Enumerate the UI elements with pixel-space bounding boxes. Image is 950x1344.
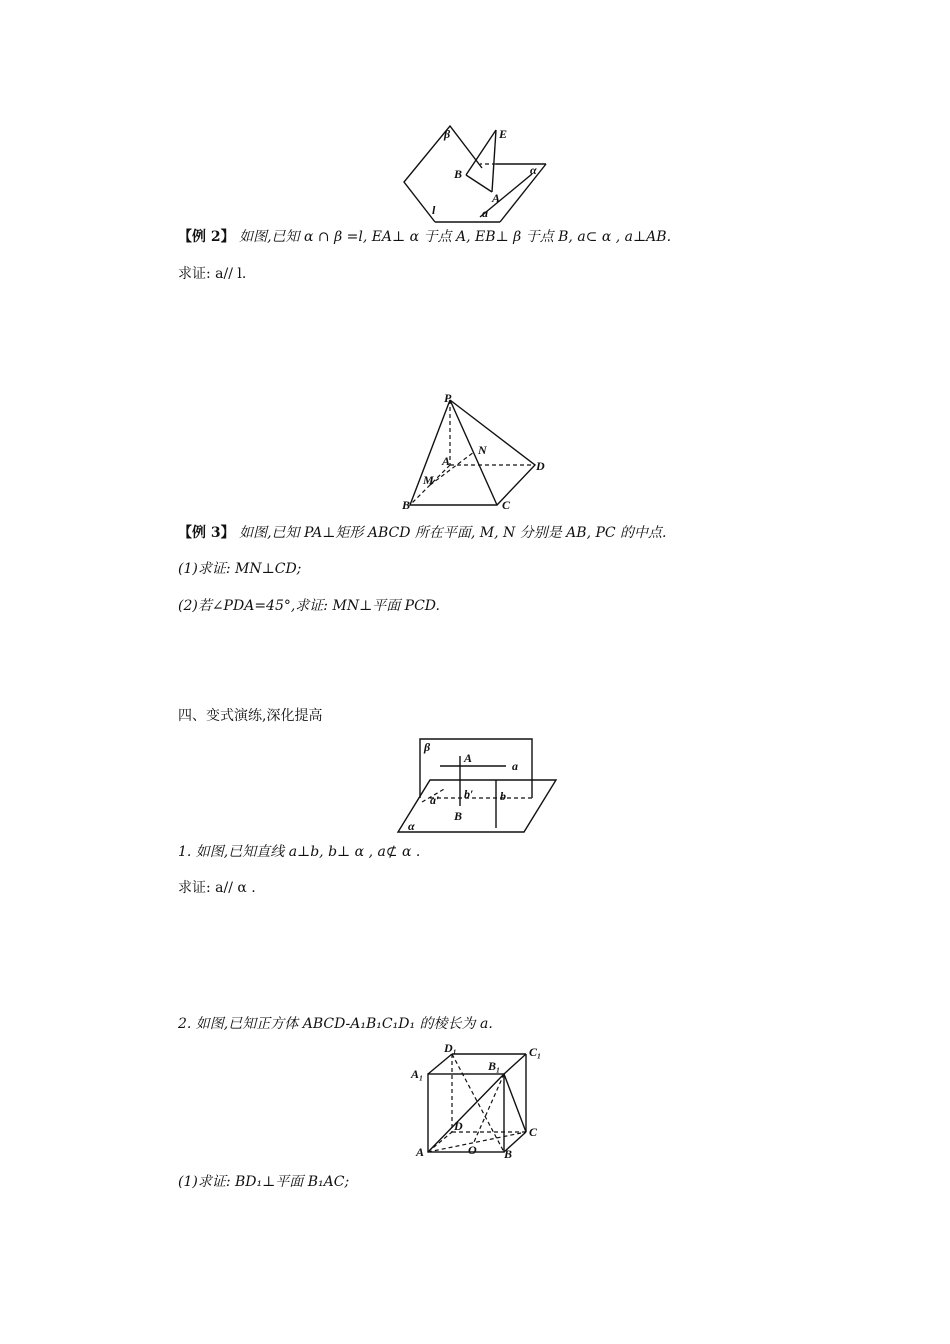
label-A: A <box>442 454 451 468</box>
label-alpha: α <box>408 819 415 833</box>
example2-statement: 【例 2】 如图,已知 α ∩ β =l, EA⊥ α 于点 A, EB⊥ β 于点 B, a⊂ α , a⊥AB. <box>178 229 672 245</box>
label-A1: A₁ <box>411 1067 424 1081</box>
label-B1: B₁ <box>488 1059 501 1073</box>
label-N: N <box>478 443 487 457</box>
exercise2-part1: (1)求证: BD₁⊥平面 B₁AC; <box>178 1174 350 1190</box>
label-a: a <box>512 759 518 773</box>
example2-prove: 求证: a// l. <box>178 266 247 282</box>
label-l: l <box>432 203 436 217</box>
label-B: B <box>454 167 463 181</box>
label-a-prime: a′ <box>430 793 440 807</box>
figure-cube <box>408 1041 548 1161</box>
label-A: A <box>492 191 501 205</box>
label-a: a <box>482 206 488 220</box>
label-C: C <box>529 1125 538 1139</box>
section4-heading: 四、变式演练,深化提高 <box>178 708 323 724</box>
label-C: C <box>502 498 511 512</box>
example2-tag: 【例 2】 <box>178 229 235 245</box>
example3-tag: 【例 3】 <box>178 525 235 541</box>
exercise1-prove: 求证: a// α . <box>178 880 256 896</box>
label-b: b <box>500 789 506 803</box>
label-P: P <box>444 391 452 405</box>
label-B: B <box>454 809 463 823</box>
label-M: M <box>423 473 434 487</box>
example3-statement: 【例 3】 如图,已知 PA⊥矩形 ABCD 所在平面, M, N 分别是 AB, PC 的中点. <box>178 525 667 541</box>
label-O: O <box>468 1143 477 1157</box>
exercise2-statement: 2. 如图,已知正方体 ABCD-A₁B₁C₁D₁ 的棱长为 a. <box>178 1016 493 1032</box>
label-beta: β <box>444 127 451 141</box>
figure-pyramid <box>402 392 552 512</box>
label-A: A <box>464 751 473 765</box>
label-B: B <box>504 1147 513 1161</box>
label-B: B <box>402 498 411 512</box>
example3-part2: (2)若∠PDA=45°,求证: MN⊥平面 PCD. <box>178 598 440 614</box>
figure-planes-alpha-beta <box>400 122 550 224</box>
exercise1-statement: 1. 如图,已知直线 a⊥b, b⊥ α , a⊄ α . <box>178 844 421 860</box>
label-A: A <box>416 1145 425 1159</box>
label-D: D <box>454 1119 463 1133</box>
figure-line-plane <box>394 736 560 834</box>
label-alpha: α <box>530 163 537 177</box>
label-C1: C₁ <box>529 1045 542 1059</box>
label-D1: D₁ <box>444 1041 457 1055</box>
label-beta: β <box>424 740 431 754</box>
label-D: D <box>536 459 545 473</box>
label-E: E <box>499 127 508 141</box>
example3-part1: (1)求证: MN⊥CD; <box>178 561 302 577</box>
label-b-prime: b′ <box>464 787 474 801</box>
